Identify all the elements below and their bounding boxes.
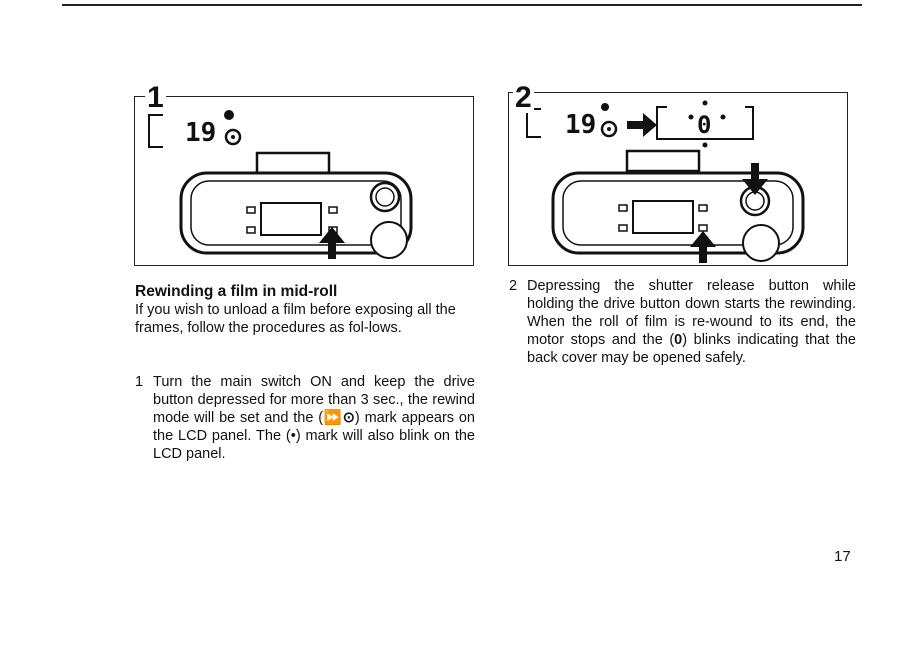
section-heading: Rewinding a film in mid-roll	[135, 283, 338, 300]
flash-unit	[627, 151, 699, 171]
rewind-mark-symbol: ⏩⊙	[323, 410, 355, 426]
figure-1	[134, 81, 474, 266]
intro-paragraph: If you wish to unload a film before exposing all the frames, follow the procedures as fol-lows.	[135, 302, 456, 336]
step-number: 2	[509, 278, 518, 294]
dial	[371, 222, 407, 258]
dial	[743, 225, 779, 261]
lcd-counter: 19	[565, 110, 597, 140]
shutter-button	[371, 183, 399, 211]
arrow-right-icon	[627, 113, 657, 137]
camera-lcd	[633, 201, 693, 233]
step-text: Turn the main switch ON and keep the drive button depressed for more than 3 sec., the rewind mode will be set and the (⏩⊙) mark appears on the LCD panel. The (•) mark will also blink on the LCD panel.	[153, 374, 475, 462]
step-number: 1	[135, 374, 144, 390]
lcd-counter-after: 0	[697, 111, 712, 139]
lcd-bracket	[149, 115, 163, 147]
blink-dot-icon	[601, 103, 609, 111]
camera-illustration-2	[509, 93, 847, 265]
figure-2	[508, 81, 848, 266]
top-rule	[62, 4, 862, 6]
flash-unit	[257, 153, 329, 173]
figure-number: 1	[147, 81, 164, 114]
camera-illustration-1	[135, 97, 473, 265]
step-text: Depressing the shutter release button while holding the drive button down starts the rewinding. When the roll of film is re-wound to its end, the motor stops and the (0) blinks indicating that the back cover may be opened safely.	[527, 278, 856, 366]
lcd-counter: 19	[185, 118, 217, 148]
figure-number: 2	[515, 81, 532, 114]
camera-lcd	[261, 203, 321, 235]
zero-symbol: 0	[674, 332, 683, 348]
page-number: 17	[834, 548, 851, 565]
blink-dot-icon	[224, 110, 234, 120]
